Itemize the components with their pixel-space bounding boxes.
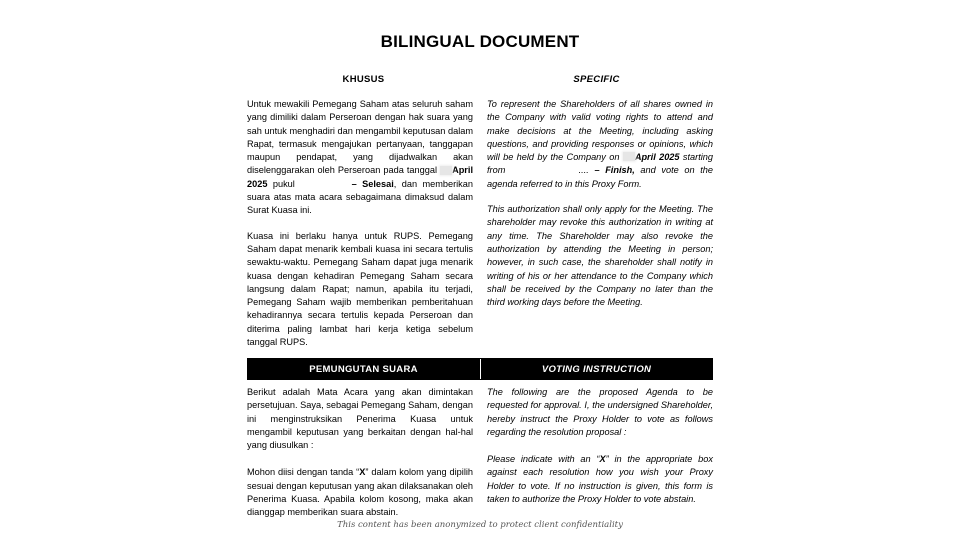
- text-run: Please indicate with an “: [487, 454, 600, 465]
- upper-body-row: [247, 98, 713, 349]
- band-divider: [480, 359, 481, 379]
- text-run: Mohon diisi dengan tanda “: [247, 467, 360, 478]
- lower-body-row: [247, 386, 713, 534]
- redacted-date-block: [623, 152, 635, 161]
- finish-label-en: Finish,: [605, 165, 635, 176]
- band-label-pemungutan-suara: PEMUNGUTAN SUARA: [309, 363, 418, 375]
- column-heading-specific: SPECIFIC: [573, 74, 620, 85]
- mark-x-en: X: [599, 454, 606, 465]
- meeting-date-id: April 2025: [247, 165, 473, 189]
- text-run: ” dalam kolom yang dipilih sesuai dengan keputusan yang akan dilaksanakan oleh Penerima Kuasa. Apabila kolom kosong, maka akan dianggap memberikan suara abstain.: [247, 467, 474, 518]
- mark-x-id: X: [359, 467, 366, 478]
- column-headings-row: [247, 74, 713, 85]
- bilingual-columns-upper: [247, 74, 713, 349]
- text-run: and vote on the agenda referred to in this Proxy Form.: [487, 165, 713, 189]
- paragraph-revocation-id: Kuasa ini berlaku hanya untuk RUPS. Pemegang Saham dapat menarik kembali kuasa ini secara tertulis sewaktu-waktu. Pemegang Saham dapat juga menarik kuasa dengan kehadiran Pemegang Saham secara langsung dalam Rapat; namun, apabila itu terjadi, Pemegang Saham wajib memberikan pemberitahuan kehadirannya secara tertulis kepada Perseroan dan diterima paling lambat hari kerja ketiga sebelum tanggal RUPS.: [247, 230, 473, 348]
- redacted-time-block: [511, 165, 573, 175]
- text-run: –: [594, 165, 606, 176]
- paragraph-marking-instruction-id: [247, 466, 473, 519]
- band-label-voting-instruction: VOTING INSTRUCTION: [541, 363, 652, 375]
- section-header-band: [247, 358, 713, 380]
- upper-column-indonesian: [247, 98, 473, 349]
- bilingual-columns-lower: [247, 386, 713, 534]
- lower-column-indonesian: [247, 386, 473, 534]
- text-run: , dan memberikan suara atas mata acara sebagaimana dimaksud dalam Surat Kuasa ini.: [247, 178, 473, 216]
- text-run: To represent the Shareholders of all shares owned in the Company with valid voting rights to attend and make decisions at the Meeting, including asking questions, and providing responses or opinions, which will be held by the Company on: [487, 99, 713, 163]
- text-run: ” in the appropriate box against each resolution how you wish your Proxy Holder to vote. If no instruction is given, this form is taken to authorize the Proxy Holder to vote abstain.: [487, 454, 713, 505]
- text-run: pukul: [267, 178, 301, 189]
- page-title: BILINGUAL DOCUMENT: [380, 32, 580, 51]
- column-heading-khusus: KHUSUS: [342, 74, 385, 85]
- redacted-time-block: [300, 178, 346, 188]
- lower-column-english: [487, 386, 713, 534]
- paragraph-authorization-scope-id: [247, 98, 473, 218]
- text-run: Untuk mewakili Pemegang Saham atas seluruh saham yang dimiliki dalam Perseroan dengan hak suara yang sah untuk menghadiri dan mengambil keputusan dalam Rapat, termasuk mengajukan pertanyaan, tanggapan maupun pendapat, yang dijadwalkan akan diselenggarakan oleh Perseroan pada tanggal: [247, 99, 473, 176]
- paragraph-agenda-instruction-en: The following are the proposed Agenda to be requested for approval. I, the undersigned Shareholder, hereby instruct the Proxy Holder to vote as follows regarding the resolution proposal :: [487, 387, 713, 437]
- text-run: starting from: [487, 152, 714, 176]
- text-run: ....: [573, 165, 595, 176]
- redacted-date-block: [440, 166, 452, 175]
- text-run: –: [346, 178, 363, 189]
- upper-column-english: [487, 98, 713, 349]
- paragraph-revocation-en: This authorization shall only apply for the Meeting. The shareholder may revoke this authorization in writing at any time. The Shareholder may also revoke the authorization by attending the Meeting in person; however, in such case, the shareholder shall notify in writing of his or her attendance to the Company which shall be received by the Company no later than the third working days before the Meeting.: [487, 204, 713, 308]
- paragraph-agenda-instruction-id: Berikut adalah Mata Acara yang akan dimintakan persetujuan. Saya, sebagai Pemegang Saham, dengan ini menginstruksikan Penerima Kuasa untuk mengambil keputusan yang berkaitan dengan hal-hal yang diusulkan :: [247, 387, 473, 451]
- finish-label-id: Selesai: [362, 178, 394, 189]
- anonymization-notice: This content has been anonymized to protect client confidentiality: [337, 520, 623, 530]
- meeting-date-en: April 2025: [634, 152, 680, 163]
- paragraph-authorization-scope-en: [487, 98, 713, 191]
- paragraph-marking-instruction-en: [487, 453, 713, 506]
